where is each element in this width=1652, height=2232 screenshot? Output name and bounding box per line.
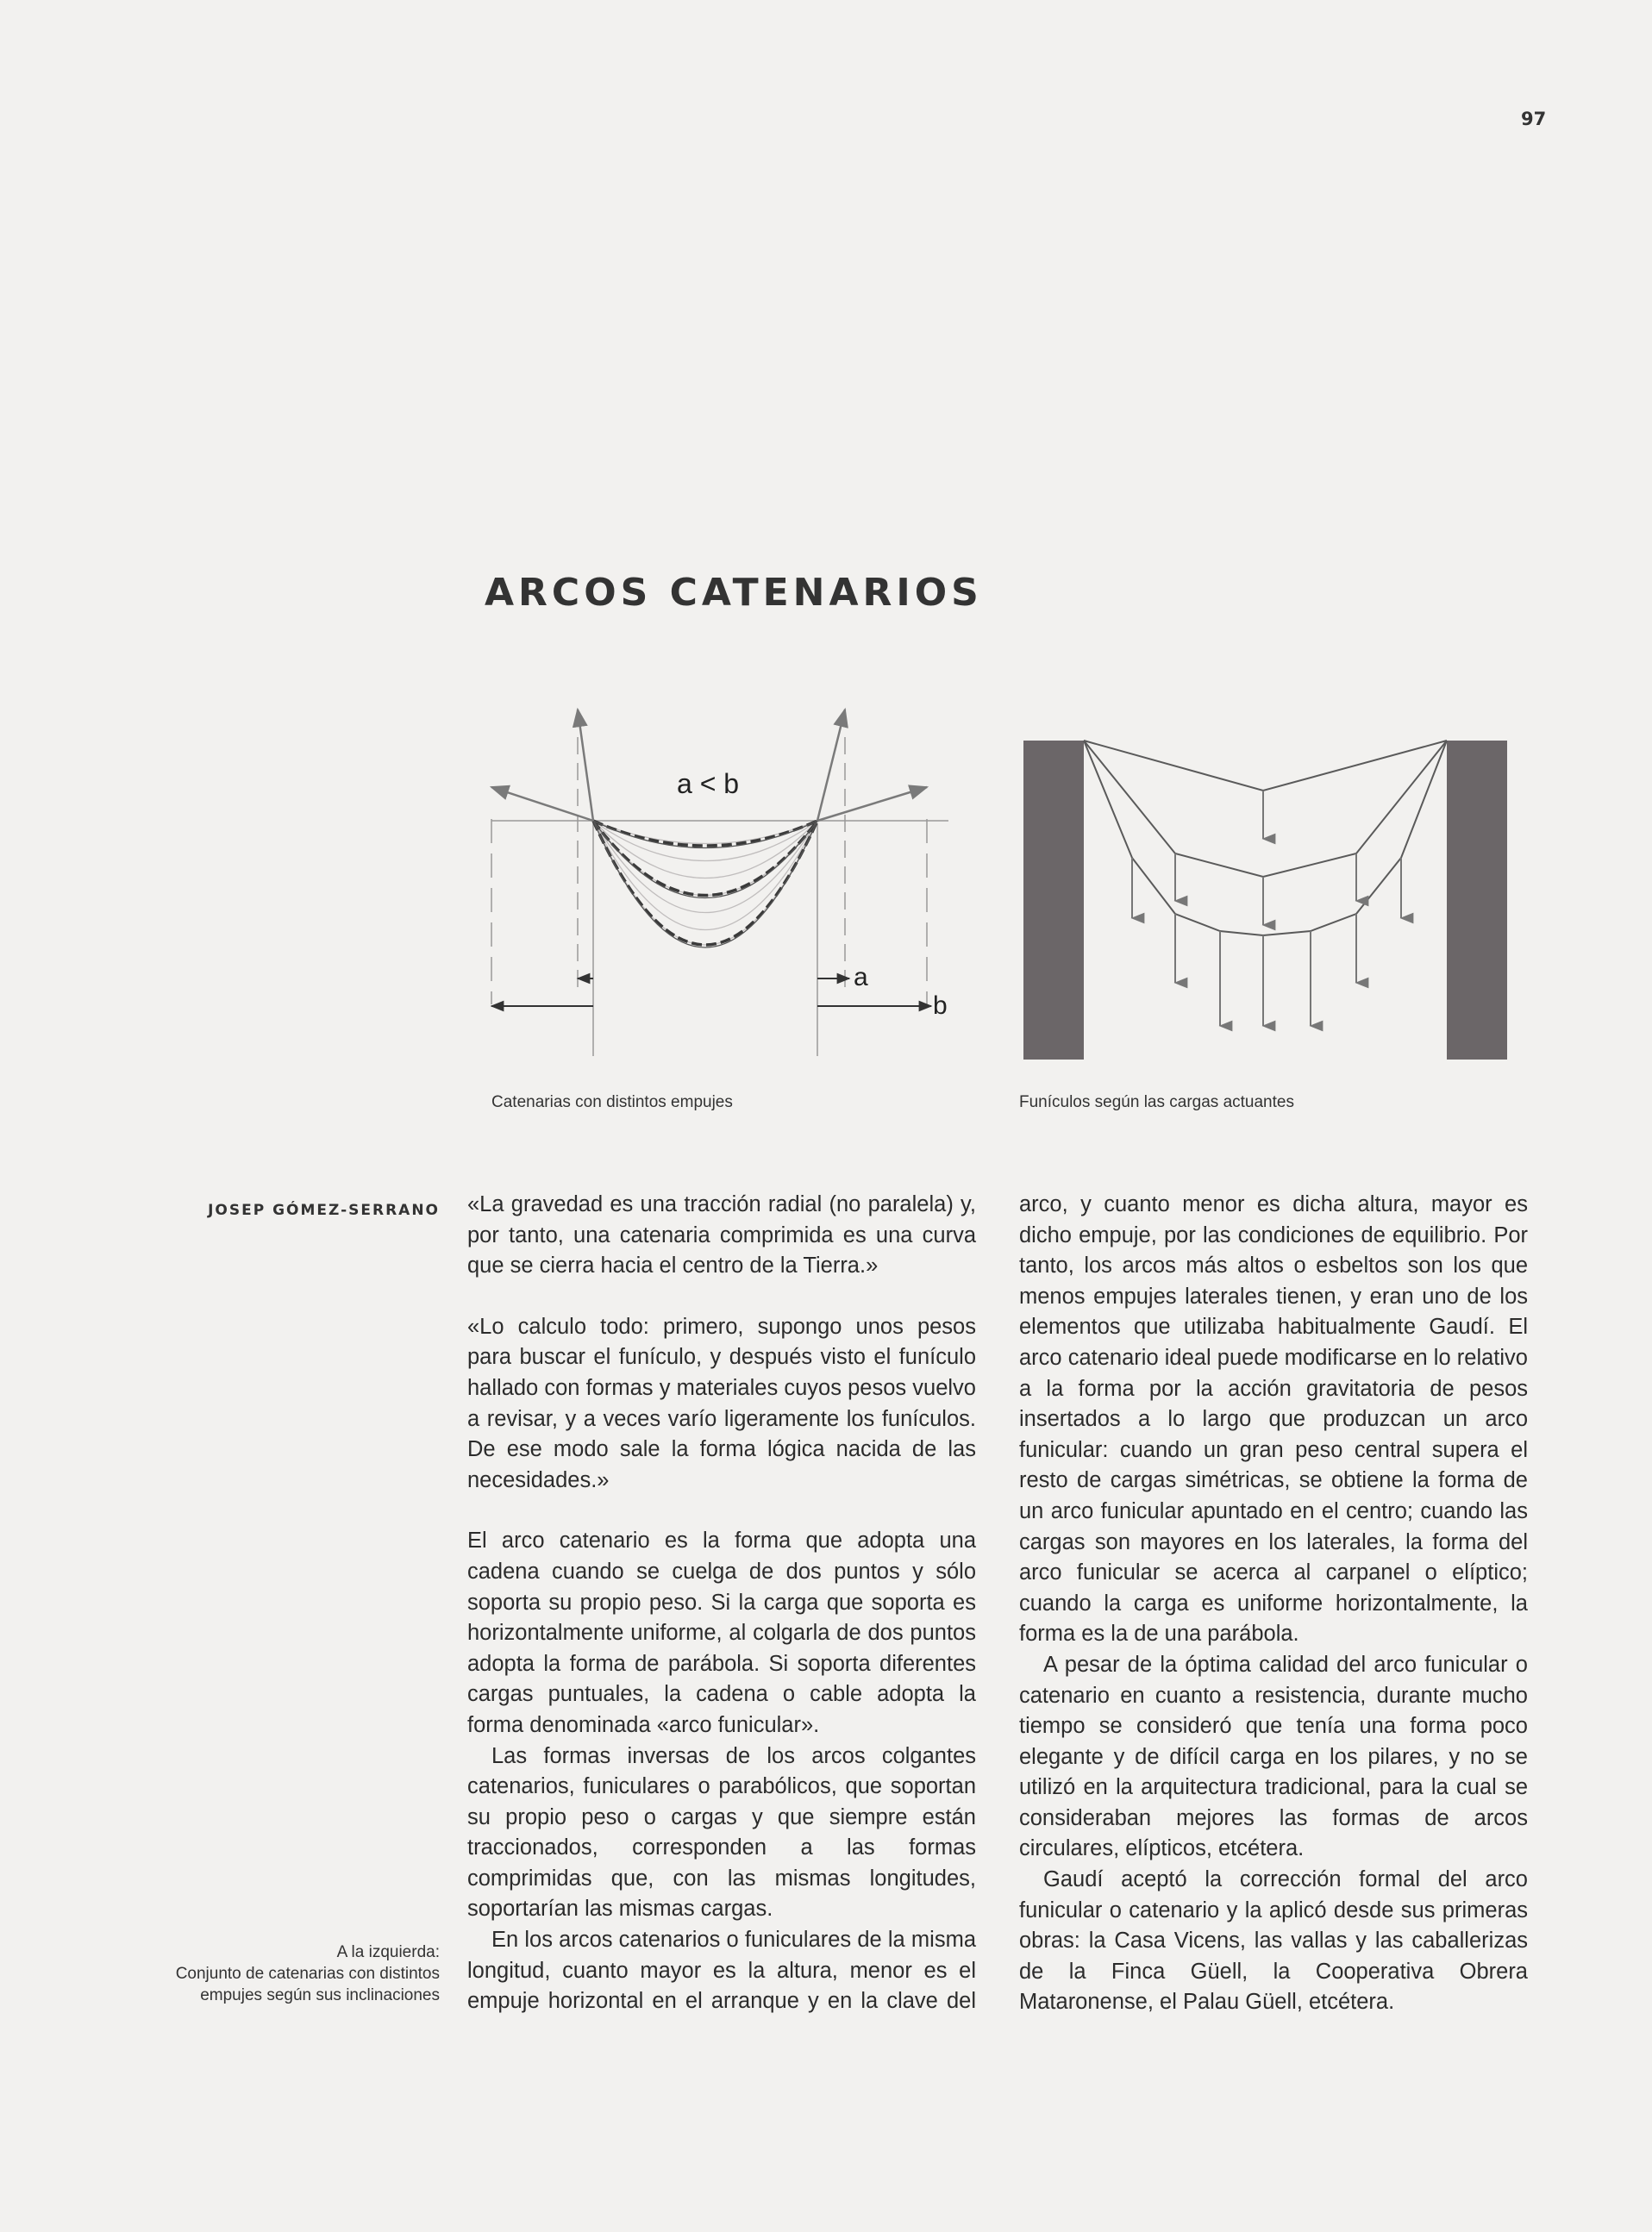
label-b: b xyxy=(933,991,948,1020)
figure-right-caption: Funículos según las cargas actuantes xyxy=(1019,1093,1294,1111)
force-arrows xyxy=(491,710,927,821)
text-column-right xyxy=(1019,1190,1528,2018)
funicular-figure xyxy=(1022,737,1509,1069)
quote-paragraph: «La gravedad es una tracción radial (no paralela) y, por tanto, una catenaria comprimida es una curva que se cierra hacia el centro de la Tierra.» xyxy=(467,1192,976,1279)
body-paragraph-continued: arco, y cuanto menor es dicha altura, mayor es dicho empuje, por las condiciones de equilibrio. Por tanto, los arcos más altos o esbeltos son los que menos empujes laterales tienen, y eran uno de los elementos que utilizaba habitualmente Gaudí. El arco catenario ideal puede modificarse en lo relativo a la forma por la acción gravitatoria de pesos insertados a lo largo que produzcan un arco funicular: cuando un gran peso central supera el resto de cargas simétricas, se obtiene la forma de un arco funicular apuntado en el centro; cuando las cargas son mayores en los laterales, la forma del arco funicular se acerca al carpanel o elíptico; cuando la carga es uniforme horizontalmente, la forma es la de una parábola. xyxy=(1019,1192,1528,1647)
body-paragraph: Gaudí aceptó la corrección formal del arco funicular o catenario y la aplicó desde sus primeras obras: la Casa Vicens, las vallas y las caballerizas de la Finca Güell, la Cooperativa Obrera Mataronense, el Palau Güell, etcétera. xyxy=(1019,1867,1528,2015)
side-caption-line: A la izquierda: xyxy=(336,1943,440,1961)
body-paragraph: En los arcos catenarios o funiculares de la misma longitud, cuanto mayor es la altura, menor es el empuje horizontal en el arranque y en la clave del xyxy=(467,1928,976,2014)
figure-left-caption: Catenarias con distintos empujes xyxy=(491,1093,733,1111)
side-caption xyxy=(129,1941,440,2006)
label-a-lt-b: a < b xyxy=(677,768,740,799)
side-caption-line: Conjunto de catenarias con distintos xyxy=(175,1965,440,1983)
funicular-lines xyxy=(1084,741,1447,935)
label-a: a xyxy=(854,963,868,991)
page-number: 97 xyxy=(1521,109,1547,129)
left-pillar xyxy=(1023,741,1084,1060)
side-caption-line: empujes según sus inclinaciones xyxy=(200,1986,440,2004)
body-paragraph: A pesar de la óptima calidad del arco funicular o catenario en cuanto a resistencia, durante mucho tiempo se consideró que tenía una forma poco elegante y de difícil carga en los pilares, y no se utilizó en la arquitectura tradicional, para la cual se consideraban mejores las formas de arcos circulares, elípticos, etcétera. xyxy=(1019,1652,1528,1861)
quote-paragraph: «Lo calculo todo: primero, supongo unos pesos para buscar el funículo, y después visto el funículo hallado con formas y materiales cuyos pesos vuelvo a revisar, y a veces varío ligeramente los funículos. De ese modo sale la forma lógica nacida de las necesidades.» xyxy=(467,1314,976,1492)
right-pillar xyxy=(1447,741,1507,1060)
page-title: ARCOS CATENARIOS xyxy=(485,571,983,615)
body-paragraph: Las formas inversas de los arcos colgantes catenarios, funiculares o parabólicos, que soportan su propio peso o cargas y que siempre están traccionados, corresponden a las formas comprimidas que, con las mismas longitudes, soportarían las mismas cargas. xyxy=(467,1743,976,1922)
catenary-figure xyxy=(466,703,966,1065)
author-name: JOSEP GÓMEZ-SERRANO xyxy=(208,1202,440,1219)
text-column-left xyxy=(467,1190,976,2017)
body-paragraph: El arco catenario es la forma que adopta una cadena cuando se cuelga de dos puntos y sólo soporta su propio peso. Si la carga que soporta es horizontalmente uniforme, al colgarla de dos puntos adopta la forma de parábola. Si soporta diferentes cargas puntuales, la cadena o cable adopta la forma denominada «arco funicular». xyxy=(467,1529,976,1737)
